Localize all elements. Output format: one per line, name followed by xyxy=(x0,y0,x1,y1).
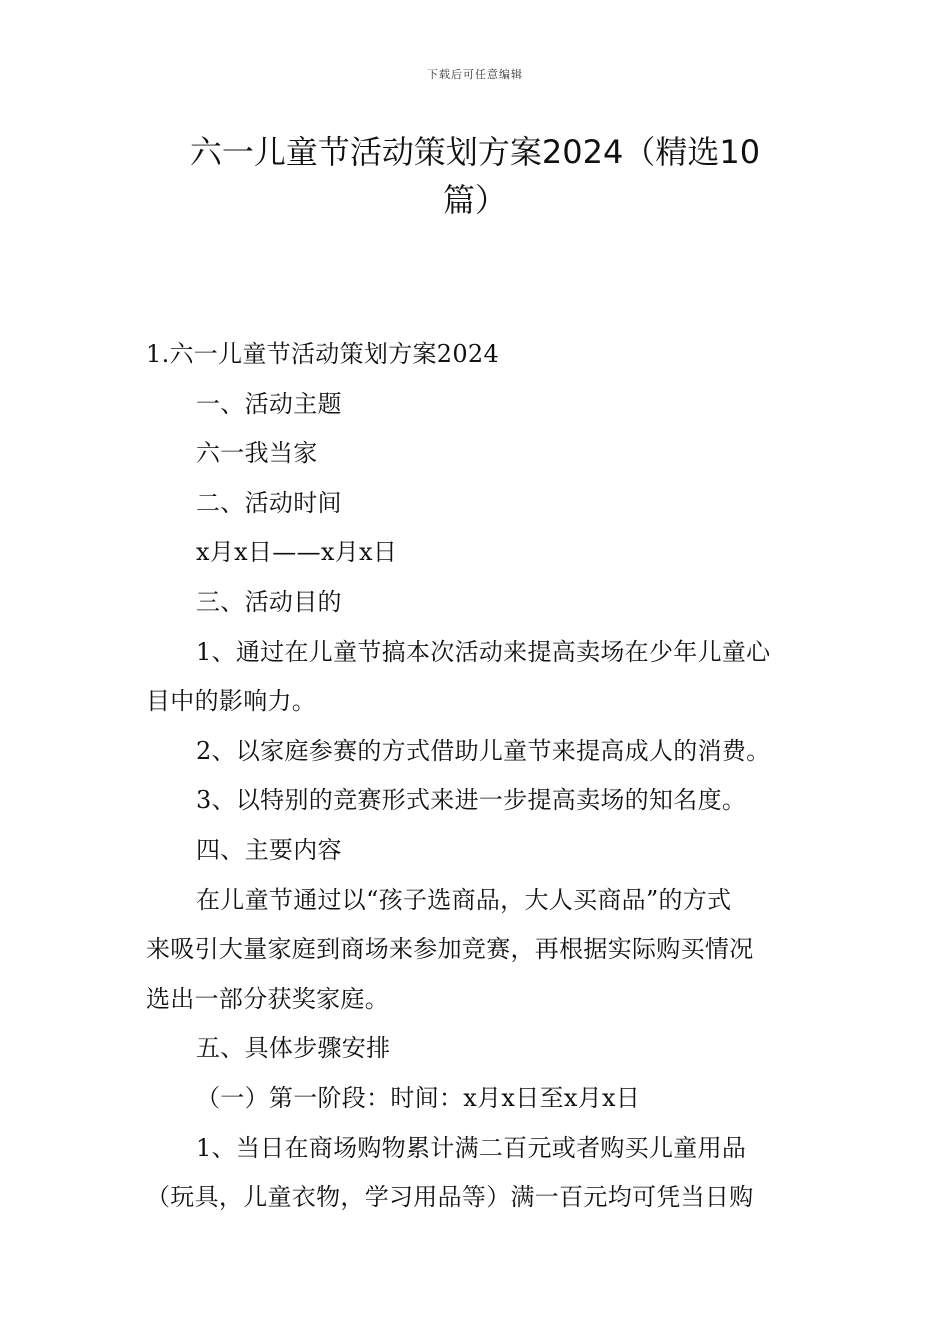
paragraph-line: x月x日——x月x日 xyxy=(196,538,398,567)
header-note: 下载后可任意编辑 xyxy=(427,68,523,81)
paragraph-line: 3、以特别的竞赛形式来进一步提高卖场的知名度。 xyxy=(196,786,747,815)
paragraph-line: 来吸引大量家庭到商场来参加竞赛，再根据实际购买情况 xyxy=(146,935,754,964)
paragraph-line: 四、主要内容 xyxy=(196,835,342,864)
paragraph-line: （玩具，儿童衣物，学习用品等）满一百元均可凭当日购 xyxy=(146,1183,754,1212)
paragraph-line: 1、当日在商场购物累计满二百元或者购买儿童用品 xyxy=(196,1133,747,1162)
title-line-1: 六一儿童节活动策划方案2024（精选10 xyxy=(189,133,761,171)
paragraph-line: 1.六一儿童节活动策划方案2024 xyxy=(146,340,500,368)
paragraph-line: 二、活动时间 xyxy=(196,488,342,517)
paragraph-line: 2、以家庭参赛的方式借助儿童节来提高成人的消费。 xyxy=(196,736,771,765)
paragraph-line: 五、具体步骤安排 xyxy=(196,1034,391,1063)
paragraph-line: （一）第一阶段：时间：x月x日至x月x日 xyxy=(196,1083,641,1112)
paragraph-line: 选出一部分获奖家庭。 xyxy=(146,984,389,1013)
paragraph-line: 1、通过在儿童节搞本次活动来提高卖场在少年儿童心 xyxy=(196,637,771,666)
paragraph-line: 在儿童节通过以“孩子选商品，大人买商品”的方式 xyxy=(196,885,732,914)
document-body xyxy=(146,330,816,1223)
title-line-2: 篇） xyxy=(442,181,507,219)
paragraph-line: 六一我当家 xyxy=(196,439,318,468)
paragraph-line: 三、活动目的 xyxy=(196,587,342,616)
document-title xyxy=(150,128,800,224)
paragraph-line: 目中的影响力。 xyxy=(146,687,317,716)
paragraph-line: 一、活动主题 xyxy=(196,389,342,418)
